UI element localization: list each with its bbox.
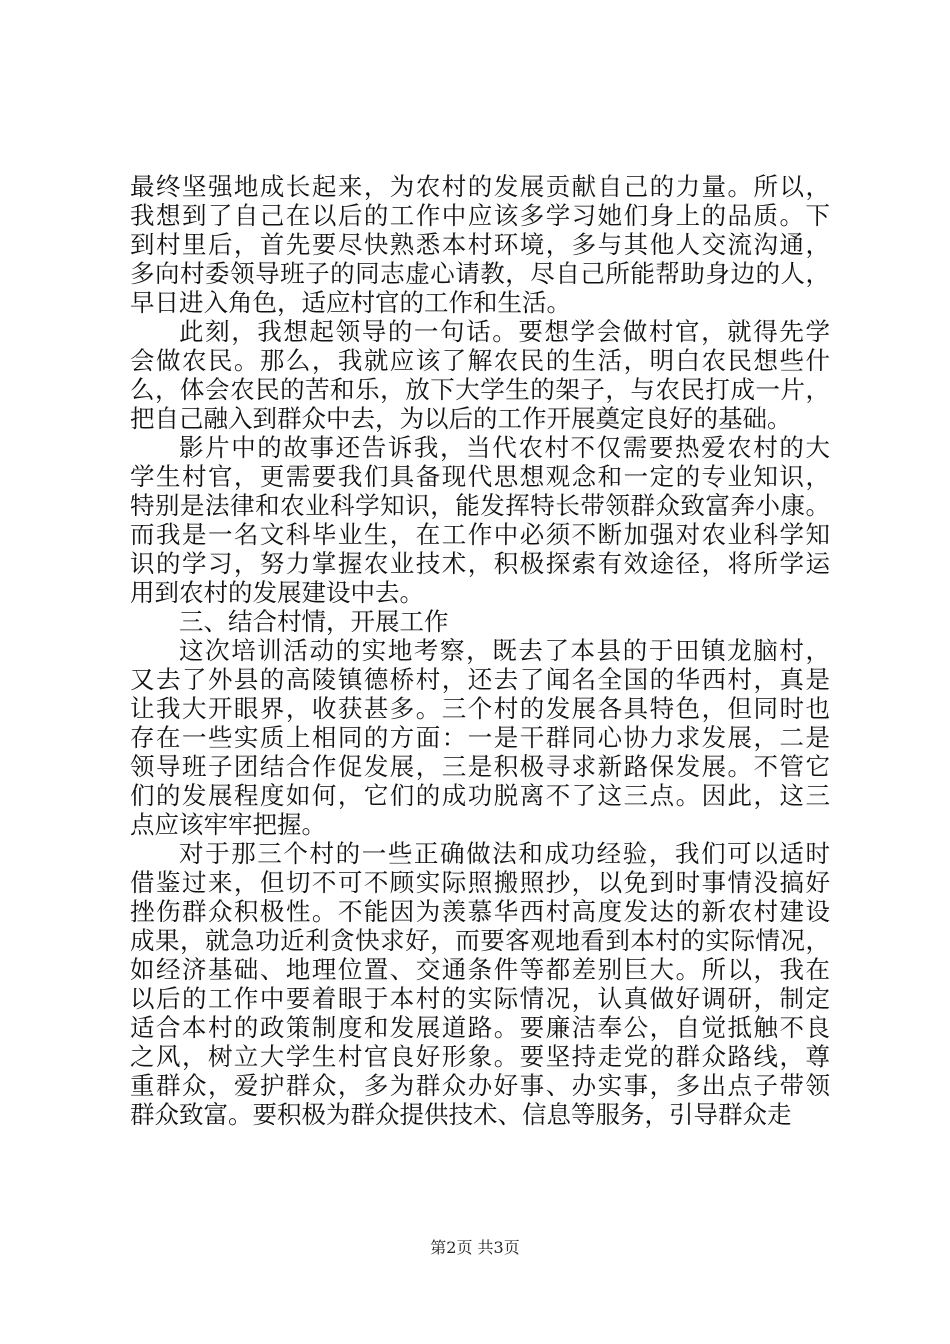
text-line: 领导班子团结合作促发展，三是积极寻求新路保发展。不管它 — [130, 752, 830, 781]
text-line: 三、结合村情，开展工作 — [179, 607, 449, 636]
text-line: 借鉴过来，但切不可不顾实际照搬照抄，以免到时事情没搞好 — [130, 868, 830, 897]
text-line: 成果，就急功近利贪快求好，而要客观地看到本村的实际情况， — [130, 926, 830, 955]
text-line: 适合本村的政策制度和发展道路。要廉洁奉公，自觉抵触不良 — [130, 1013, 830, 1042]
text-line: 此刻，我想起领导的一句话。要想学会做村官，就得先学 — [179, 317, 830, 346]
paragraph — [130, 433, 830, 607]
text-line: 最终坚强地成长起来，为农村的发展贡献自己的力量。所以， — [130, 172, 830, 201]
text-line: 到村里后，首先要尽快熟悉本村环境，多与其他人交流沟通， — [130, 230, 830, 259]
text-line: 而我是一名文科毕业生，在工作中必须不断加强对农业科学知 — [130, 520, 830, 549]
text-line: 影片中的故事还告诉我，当代农村不仅需要热爱农村的大 — [179, 433, 830, 462]
paragraph — [130, 172, 830, 317]
page-footer: 第2页 共3页 — [430, 1238, 520, 1257]
text-line: 挫伤群众积极性。不能因为羡慕华西村高度发达的新农村建设 — [130, 897, 830, 926]
text-line: 之风，树立大学生村官良好形象。要坚持走党的群众路线，尊 — [130, 1042, 830, 1071]
text-line: 会做农民。那么，我就应该了解农民的生活，明白农民想些什 — [130, 346, 830, 375]
text-line: 们的发展程度如何，它们的成功脱离不了这三点。因此，这三 — [130, 781, 830, 810]
text-line: 群众致富。要积极为群众提供技术、信息等服务，引导群众走 — [130, 1100, 792, 1129]
text-line: 以后的工作中要着眼于本村的实际情况，认真做好调研，制定 — [130, 984, 830, 1013]
text-line: 对于那三个村的一些正确做法和成功经验，我们可以适时 — [179, 839, 830, 868]
text-line: 我想到了自己在以后的工作中应该多学习她们身上的品质。下 — [130, 201, 830, 230]
text-line: 这次培训活动的实地考察，既去了本县的于田镇龙脑村， — [179, 636, 830, 665]
text-line: 用到农村的发展建设中去。 — [130, 578, 424, 607]
text-line: 点应该牢牢把握。 — [130, 810, 326, 839]
text-line: 重群众，爱护群众，多为群众办好事、办实事，多出点子带领 — [130, 1071, 830, 1100]
text-line: 如经济基础、地理位置、交通条件等都差别巨大。所以，我在 — [130, 955, 830, 984]
paragraph — [130, 607, 830, 636]
text-line: 识的学习，努力掌握农业技术，积极探索有效途径，将所学运 — [130, 549, 830, 578]
text-line: 多向村委领导班子的同志虚心请教，尽自己所能帮助身边的人， — [130, 259, 830, 288]
paragraph — [130, 839, 830, 1129]
document-body — [130, 172, 830, 1129]
text-line: 早日进入角色，适应村官的工作和生活。 — [130, 288, 571, 317]
text-line: 又去了外县的高陵镇德桥村，还去了闻名全国的华西村，真是 — [130, 665, 830, 694]
paragraph — [130, 317, 830, 433]
text-line: 存在一些实质上相同的方面：一是干群同心协力求发展，二是 — [130, 723, 830, 752]
paragraph — [130, 636, 830, 839]
text-line: 让我大开眼界，收获甚多。三个村的发展各具特色，但同时也 — [130, 694, 830, 723]
text-line: 学生村官，更需要我们具备现代思想观念和一定的专业知识， — [130, 462, 830, 491]
text-line: 把自己融入到群众中去，为以后的工作开展奠定良好的基础。 — [130, 404, 792, 433]
text-line: 特别是法律和农业科学知识，能发挥特长带领群众致富奔小康。 — [130, 491, 830, 520]
text-line: 么，体会农民的苦和乐，放下大学生的架子，与农民打成一片， — [130, 375, 830, 404]
